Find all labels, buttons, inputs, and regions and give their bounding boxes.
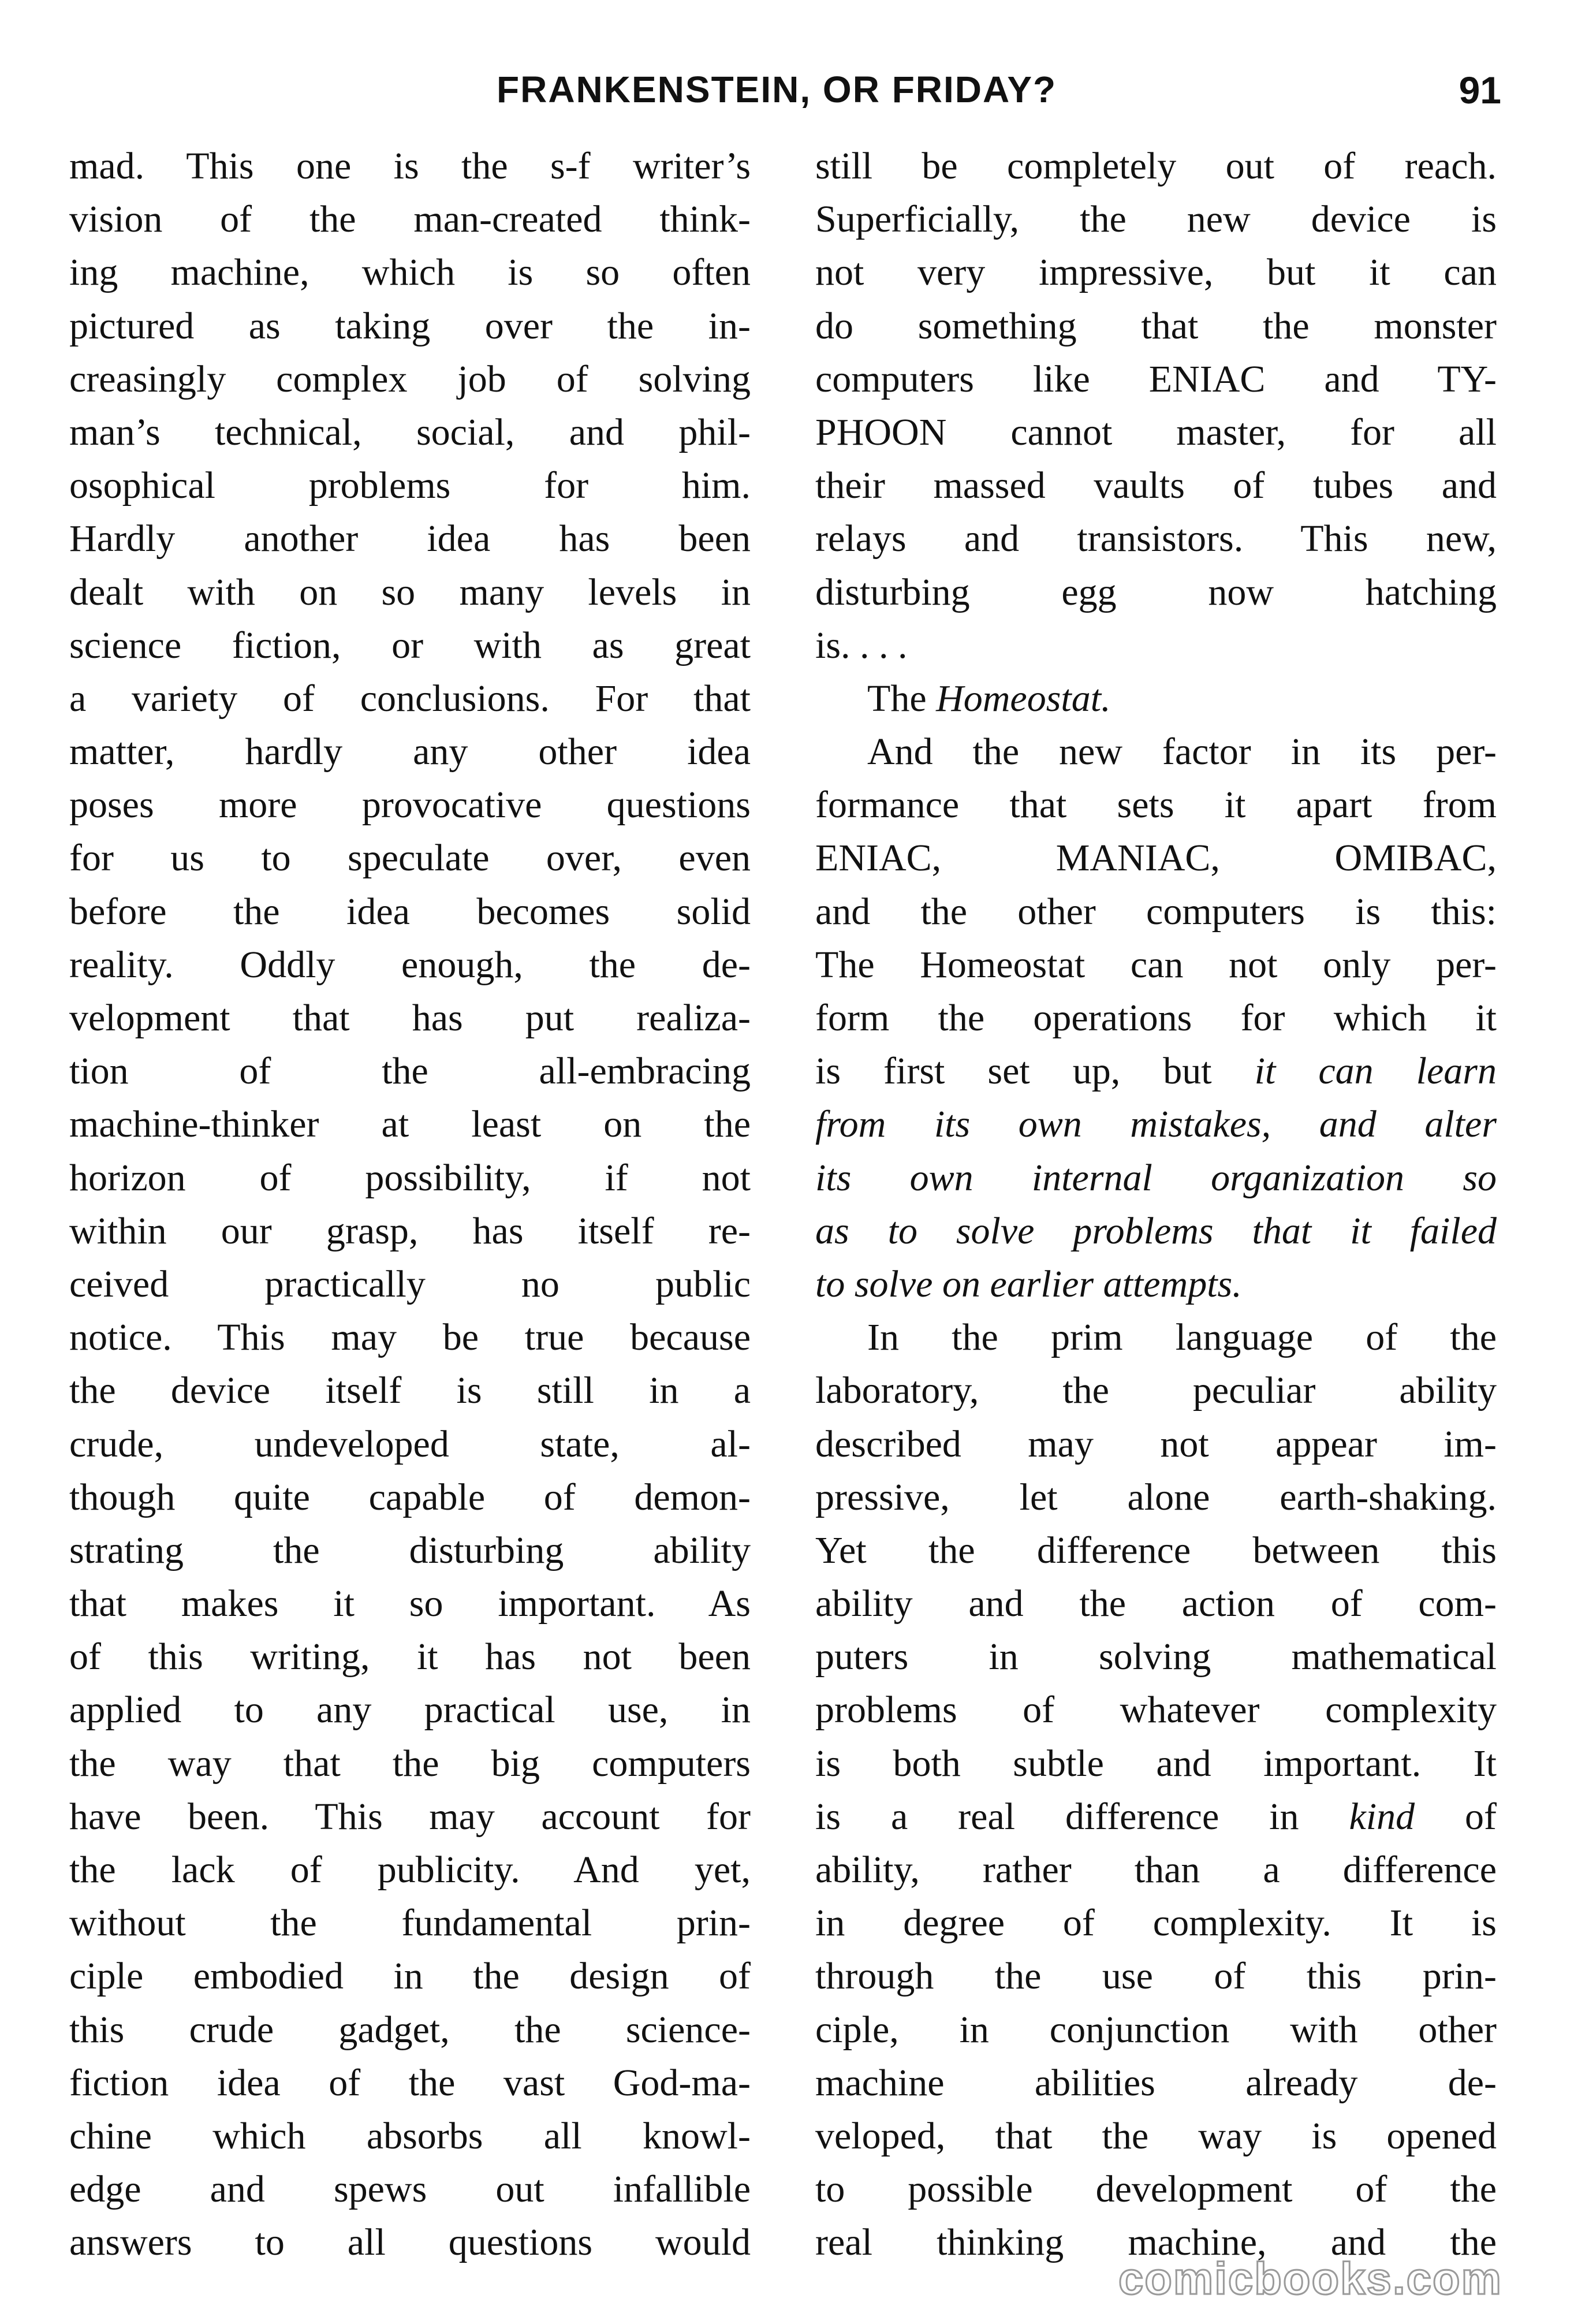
text-line: and the other computers is this:: [815, 890, 1497, 933]
text-line: a variety of conclusions. For that: [69, 677, 751, 720]
text-line: do something that the monster: [815, 304, 1497, 347]
homeostat-the: The: [867, 677, 937, 720]
text-line: The Homeostat can not only per-: [815, 943, 1497, 986]
text-line: vision of the man-created think-: [69, 198, 751, 241]
text-line: still be completely out of reach.: [815, 145, 1497, 187]
text-line: reality. Oddly enough, the de-: [69, 943, 751, 986]
text-line: veloped, that the way is opened: [815, 2114, 1497, 2157]
text-plain: is first set up, but: [815, 1050, 1255, 1093]
text-line: velopment that has put realiza-: [69, 997, 751, 1039]
text-line: ability and the action of com-: [815, 1582, 1497, 1625]
text-plain: of: [1415, 1795, 1497, 1838]
text-line-italic: as to solve problems that it failed: [815, 1209, 1497, 1252]
text-line: ENIAC, MANIAC, OMIBAC,: [815, 837, 1497, 880]
text-line: strating the disturbing ability: [69, 1529, 751, 1571]
text-line: osophical problems for him.: [69, 464, 751, 507]
text-line: have been. This may account for: [69, 1795, 751, 1838]
text-italic: kind: [1349, 1795, 1415, 1838]
text-line: PHOON cannot master, for all: [815, 411, 1497, 453]
text-line: dealt with on so many levels in: [69, 571, 751, 613]
text-line: puters in solving mathematical: [815, 1636, 1497, 1678]
text-plain: is a real difference in: [815, 1795, 1349, 1838]
text-line: horizon of possibility, if not: [69, 1156, 751, 1199]
text-line: chine which absorbs all knowl-: [69, 2114, 751, 2157]
text-line: the lack of publicity. And yet,: [69, 1849, 751, 1891]
text-line-mixed: [815, 1790, 1497, 1843]
text-line: that makes it so important. As: [69, 1582, 751, 1625]
text-line: form the operations for which it: [815, 997, 1497, 1039]
text-line: Hardly another idea has been: [69, 517, 751, 560]
text-line: real thinking machine, and the: [815, 2221, 1497, 2264]
right-column: [815, 140, 1497, 2270]
text-line: described may not appear im-: [815, 1422, 1497, 1465]
text-line: is. . . .: [815, 624, 908, 666]
text-line: And the new factor in its per-: [867, 731, 1497, 773]
running-title: FRANKENSTEIN, OR FRIDAY?: [497, 69, 1057, 110]
text-line: man’s technical, social, and phil-: [69, 411, 751, 453]
text-line: of this writing, it has not been: [69, 1636, 751, 1678]
text-line: through the use of this prin-: [815, 1955, 1497, 1998]
text-line: before the idea becomes solid: [69, 890, 751, 933]
text-line: ciple embodied in the design of: [69, 1955, 751, 1998]
text-line: ciple, in conjunction with other: [815, 2008, 1497, 2051]
homeostat-name: Homeostat.: [936, 677, 1111, 720]
text-line-italic: its own internal organization so: [815, 1156, 1497, 1199]
text-line: edge and spews out infallible: [69, 2168, 751, 2211]
text-line: without the fundamental prin-: [69, 1902, 751, 1945]
text-line: disturbing egg now hatching: [815, 571, 1497, 613]
text-line: the way that the big computers: [69, 1742, 751, 1785]
text-line-italic: from its own mistakes, and alter: [815, 1103, 1497, 1146]
text-line: applied to any practical use, in: [69, 1689, 751, 1731]
text-line: in degree of complexity. It is: [815, 1902, 1497, 1945]
text-line: within our grasp, has itself re-: [69, 1209, 751, 1252]
homeostat-heading-line: [815, 672, 1497, 725]
text-line: relays and transistors. This new,: [815, 517, 1497, 560]
text-line: to possible development of the: [815, 2168, 1497, 2211]
text-line: pressive, let alone earth-shaking.: [815, 1476, 1497, 1518]
text-line: Superficially, the new device is: [815, 198, 1497, 241]
text-line: for us to speculate over, even: [69, 837, 751, 880]
text-line: not very impressive, but it can: [815, 251, 1497, 294]
text-line: ceived practically no public: [69, 1262, 751, 1305]
text-line: ability, rather than a difference: [815, 1849, 1497, 1891]
text-line: creasingly complex job of solving: [69, 357, 751, 400]
text-line-mixed: [815, 1045, 1497, 1098]
text-line: notice. This may be true because: [69, 1316, 751, 1359]
left-column: [69, 140, 751, 2270]
text-line: machine-thinker at least on the: [69, 1103, 751, 1146]
text-line: problems of whatever complexity: [815, 1689, 1497, 1731]
text-line: In the prim language of the: [867, 1316, 1497, 1359]
text-line: the device itself is still in a: [69, 1369, 751, 1412]
text-line: fiction idea of the vast God-ma-: [69, 2061, 751, 2104]
watermark: comicbooks.com: [1118, 2253, 1502, 2304]
page-number: 91: [1459, 69, 1501, 111]
text-line: crude, undeveloped state, al-: [69, 1422, 751, 1465]
text-line: science fiction, or with as great: [69, 624, 751, 666]
text-line: poses more provocative questions: [69, 784, 751, 826]
text-line: though quite capable of demon-: [69, 1476, 751, 1518]
text-line: mad. This one is the s-f writer’s: [69, 145, 751, 187]
text-line: computers like ENIAC and TY-: [815, 357, 1497, 400]
text-line: laboratory, the peculiar ability: [815, 1369, 1497, 1412]
text-line: ing machine, which is so often: [69, 251, 751, 294]
running-head: [69, 68, 1501, 126]
text-line-italic: to solve on earlier attempts.: [815, 1262, 1242, 1305]
text-line: Yet the difference between this: [815, 1529, 1497, 1571]
text-italic: it can learn: [1254, 1050, 1497, 1093]
text-line: answers to all questions would: [69, 2221, 751, 2264]
text-line: is both subtle and important. It: [815, 1742, 1497, 1785]
text-line: machine abilities already de-: [815, 2061, 1497, 2104]
text-line: their massed vaults of tubes and: [815, 464, 1497, 507]
text-line: tion of the all-embracing: [69, 1050, 751, 1093]
text-line: this crude gadget, the science-: [69, 2008, 751, 2051]
text-line: matter, hardly any other idea: [69, 731, 751, 773]
text-line: formance that sets it apart from: [815, 784, 1497, 826]
text-line: pictured as taking over the in-: [69, 304, 751, 347]
